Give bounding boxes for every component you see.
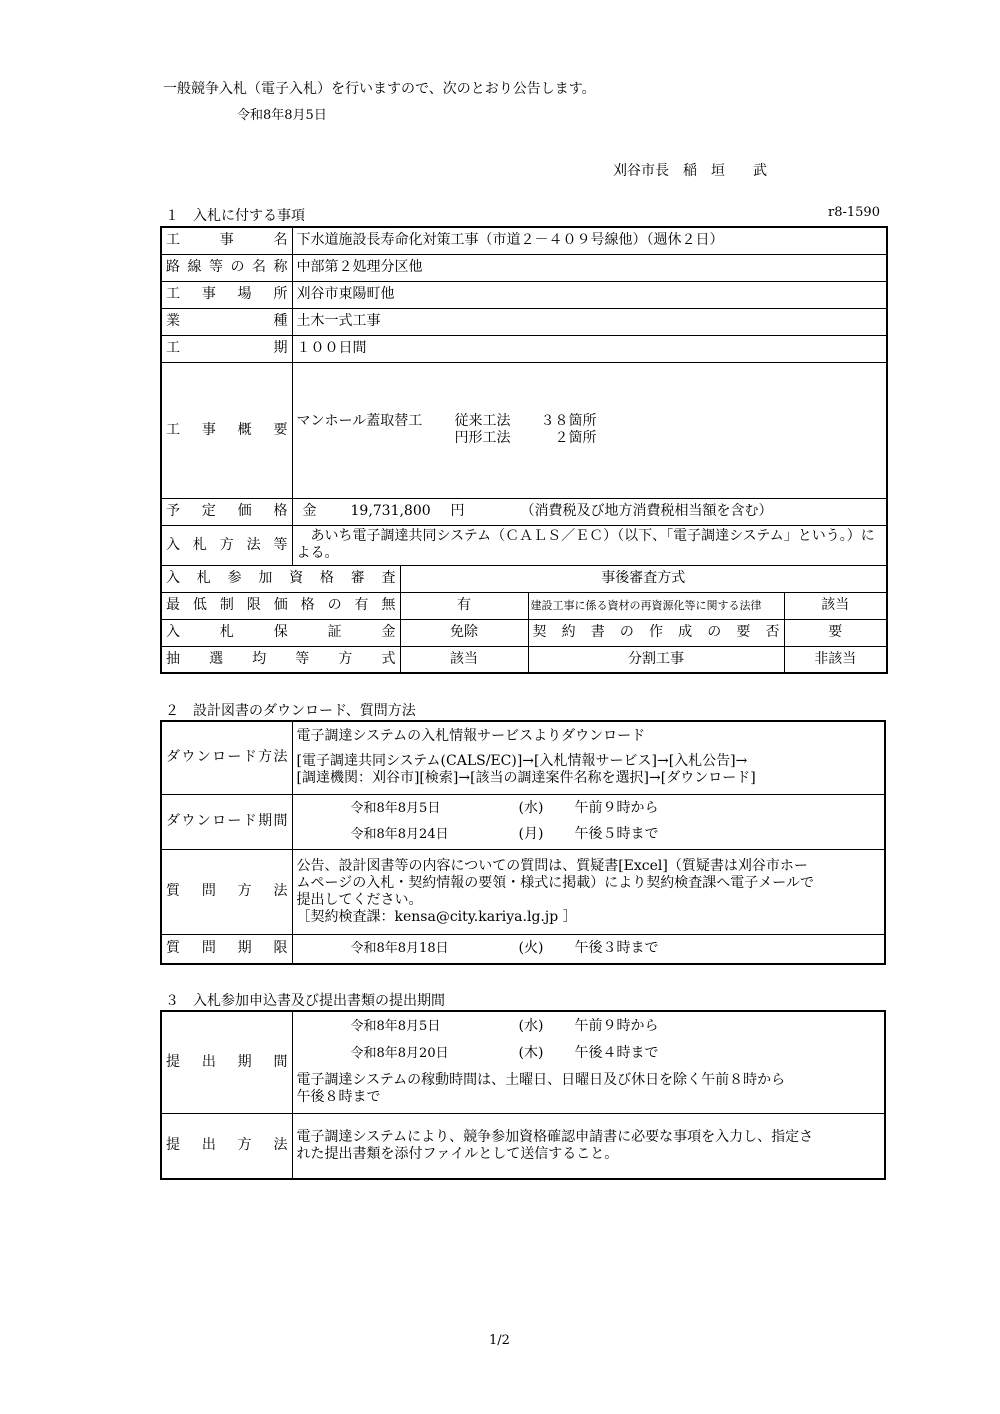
operating-hours-line1: 電子調達システムの稼動時間は、土曜日、日曜日及び休日を除く午前８時から	[296, 1072, 786, 1089]
question-deadline-time: 午後３時まで	[574, 940, 659, 957]
question-line4: ［契約検査課：kensa@city.kariya.lg.jp ］	[296, 908, 577, 925]
value-qualification: 事後審査方式	[400, 565, 887, 592]
label-route-name: 路線等の名称	[161, 254, 292, 281]
download-start-date: 令和8年8月5日	[350, 801, 441, 816]
submission-start-day: (水)	[518, 1018, 544, 1035]
submission-end-day: (木)	[518, 1045, 544, 1062]
label-work-type: 業種	[161, 308, 292, 335]
label-lottery: 抽選均等方式	[161, 646, 400, 673]
price-prefix: 金	[302, 503, 317, 519]
value-bid-bond: 免除	[400, 619, 528, 646]
value-work-type: 土木一式工事	[292, 308, 887, 335]
question-line2: ムページの入札・契約情報の要領・様式に掲載）により契約検査課へ電子メールで	[296, 874, 814, 891]
download-start-day: (水)	[518, 800, 544, 816]
label-bid-method: 入札方法等	[161, 525, 292, 565]
overview-method-1: 従来工法	[454, 413, 511, 429]
operating-hours-line2: 午後８時まで	[296, 1089, 381, 1106]
price-note: （消費税及び地方消費税相当額を含む）	[520, 503, 773, 519]
download-line1: 電子調達システムの入札情報サービスよりダウンロード	[296, 728, 646, 745]
overview-method-2: 円形工法	[454, 430, 511, 446]
download-start-time: 午前９時から	[574, 800, 659, 816]
download-end-date: 令和8年8月24日	[350, 827, 449, 842]
value-lottery: 該当	[400, 646, 528, 673]
issuer: 刈谷市長 稲 垣 武	[613, 163, 767, 179]
reference-number: r8-1590	[828, 205, 880, 220]
value-min-price: 有	[400, 592, 528, 619]
intro-text: 一般競争入札（電子入札）を行いますので、次のとおり公告します。	[163, 81, 596, 97]
overview-count-1: ３８箇所	[540, 413, 597, 429]
label-submission-period: 提出期間	[161, 1011, 292, 1113]
submission-end-time: 午後４時まで	[574, 1045, 659, 1062]
question-line3: 提出してください。	[296, 891, 423, 908]
value-work-period: １００日間	[292, 335, 887, 362]
overview-item: マンホール蓋取替工	[296, 413, 423, 429]
value-download-period	[292, 794, 885, 849]
label-question-deadline: 質問期限	[161, 934, 292, 964]
section3-table	[160, 1010, 886, 1180]
label-submission-method: 提出方法	[161, 1113, 292, 1179]
value-question-method	[292, 849, 885, 934]
section1-heading: １ 入札に付する事項	[165, 208, 305, 224]
value-bid-method: あいち電子調達共同システム（ＣＡＬＳ／ＥＣ）（以下、「電子調達システム」という。）による。	[292, 525, 887, 565]
price-unit: 円	[450, 503, 465, 519]
label-download-method: ダウンロード方法	[161, 721, 292, 794]
value-download-method	[292, 721, 885, 794]
question-line1: 公告、設計図書等の内容についての質問は、質疑書[Excel]（質疑書は刈谷市ホー	[296, 857, 808, 874]
section3-heading: ３ 入札参加申込書及び提出書類の提出期間	[165, 993, 445, 1009]
section2-table	[160, 720, 886, 965]
page-number: 1/2	[489, 1333, 510, 1348]
value-submission-period	[292, 1011, 885, 1113]
label-split-work: 分割工事	[528, 646, 784, 673]
label-planned-price: 予定価格	[161, 498, 292, 525]
label-work-period: 工期	[161, 335, 292, 362]
label-overview: 工事概要	[161, 362, 292, 498]
label-work-site: 工事場所	[161, 281, 292, 308]
label-min-price: 最低制限価格の有無	[161, 592, 400, 619]
label-recycling-law: 建設工事に係る資材の再資源化等に関する法律	[528, 592, 784, 619]
value-submission-method	[292, 1113, 885, 1179]
question-deadline-date: 令和8年8月18日	[350, 941, 449, 957]
value-overview	[292, 362, 887, 498]
submission-method-line2: れた提出書類を添付ファイルとして送信すること。	[296, 1145, 619, 1162]
value-question-deadline	[292, 934, 885, 964]
label-contract-doc: 契約書の作成の要否	[528, 619, 784, 646]
submission-start-date: 令和8年8月5日	[350, 1019, 441, 1035]
value-contract-doc: 要	[784, 619, 887, 646]
value-work-name: 下水道施設長寿命化対策工事（市道２－４０９号線他）（週休２日）	[292, 227, 887, 254]
value-work-site: 刈谷市東陽町他	[292, 281, 887, 308]
value-split-work: 非該当	[784, 646, 887, 673]
price-amount: 19,731,800	[350, 503, 431, 519]
question-deadline-day: (火)	[518, 940, 544, 957]
label-qualification: 入札参加資格審査	[161, 565, 400, 592]
label-bid-bond: 入札保証金	[161, 619, 400, 646]
submission-end-date: 令和8年8月20日	[350, 1046, 449, 1062]
overview-count-2: ２箇所	[554, 430, 597, 446]
notice-date: 令和8年8月5日	[237, 108, 327, 123]
download-end-day: (月)	[518, 826, 544, 842]
section2-heading: ２ 設計図書のダウンロード、質問方法	[165, 703, 416, 719]
download-line3: [調達機関：刈谷市][検索]→[該当の調達案件名称を選択]→[ダウンロード]	[296, 770, 756, 787]
submission-start-time: 午前９時から	[574, 1018, 659, 1035]
label-work-name: 工事名	[161, 227, 292, 254]
value-planned-price	[292, 498, 887, 525]
label-download-period: ダウンロード期間	[161, 794, 292, 849]
download-line2: [電子調達共同システム(CALS/EC)]→[入札情報サービス]→[入札公告]→	[296, 753, 748, 770]
label-question-method: 質問方法	[161, 849, 292, 934]
value-recycling-law: 該当	[784, 592, 887, 619]
value-route-name: 中部第２処理分区他	[292, 254, 887, 281]
submission-method-line1: 電子調達システムにより、競争参加資格確認申請書に必要な事項を入力し、指定さ	[296, 1128, 814, 1145]
section1-table	[160, 226, 888, 674]
download-end-time: 午後５時まで	[574, 826, 659, 842]
